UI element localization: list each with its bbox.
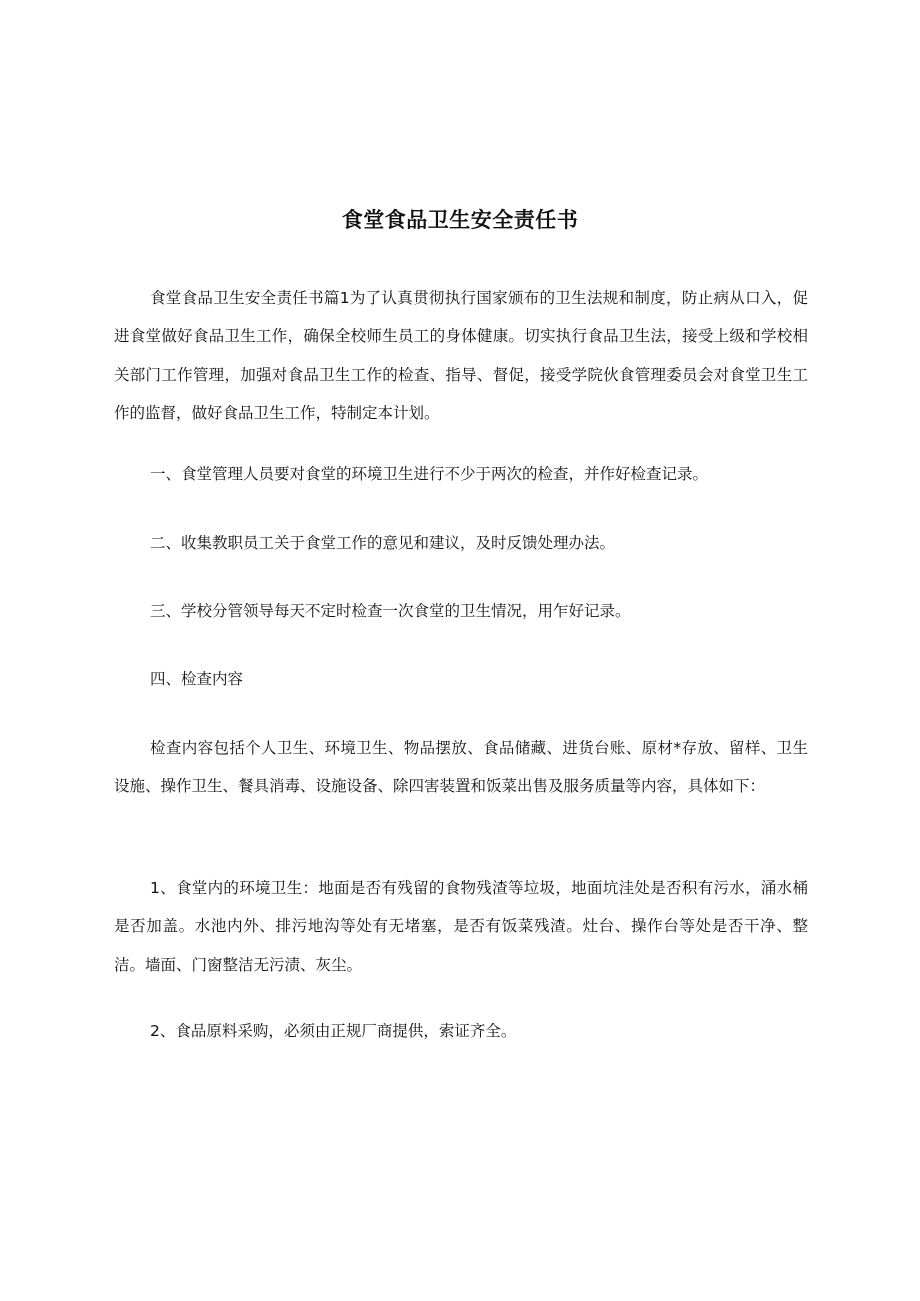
sub-item-one-paragraph: 1、食堂内的环境卫生：地面是否有残留的食物残渣等垃圾，地面坑洼处是否积有污水，涌水桶是否加盖。水池内外、排污地沟等处有无堵塞，是否有饭菜残渣。灶台、操作台等处是否干净、整洁。墙面、门窗整洁无污渍、灰尘。 xyxy=(114,879,808,974)
item-two-paragraph: 二、收集教职员工关于食堂工作的意见和建议，及时反馈处理办法。 xyxy=(150,534,616,552)
document-title: 食堂食品卫生安全责任书 xyxy=(341,208,579,232)
intro-paragraph: 食堂食品卫生安全责任书篇1为了认真贯彻执行国家颁布的卫生法规和制度，防止病从口入，促进食堂做好食品卫生工作，确保全校师生员工的身体健康。切实执行食品卫生法，接受上级和学校相关部门工作管理，加强对食品卫生工作的检查、指导、督促，接受学院伙食管理委员会对食堂卫生工作的监督，做好食品卫生工作，特制定本计划。 xyxy=(114,289,808,422)
sub-item-two-paragraph: 2、食品原料采购，必须由正规厂商提供，索证齐全。 xyxy=(150,1022,517,1040)
item-four-heading: 四、检查内容 xyxy=(150,670,244,688)
item-three-paragraph: 三、学校分管领导每天不定时检查一次食堂的卫生情况，用乍好记录。 xyxy=(150,602,631,620)
inspection-content-paragraph: 检查内容包括个人卫生、环境卫生、物品摆放、食品储藏、进货台账、原材*存放、留样、卫生设施、操作卫生、餐具消毒、设施设备、除四害装置和饭菜出售及服务质量等内容，具体如下： xyxy=(114,739,808,796)
item-one-paragraph: 一、食堂管理人员要对食堂的环境卫生进行不少于两次的检查，并作好检查记录。 xyxy=(150,465,709,483)
